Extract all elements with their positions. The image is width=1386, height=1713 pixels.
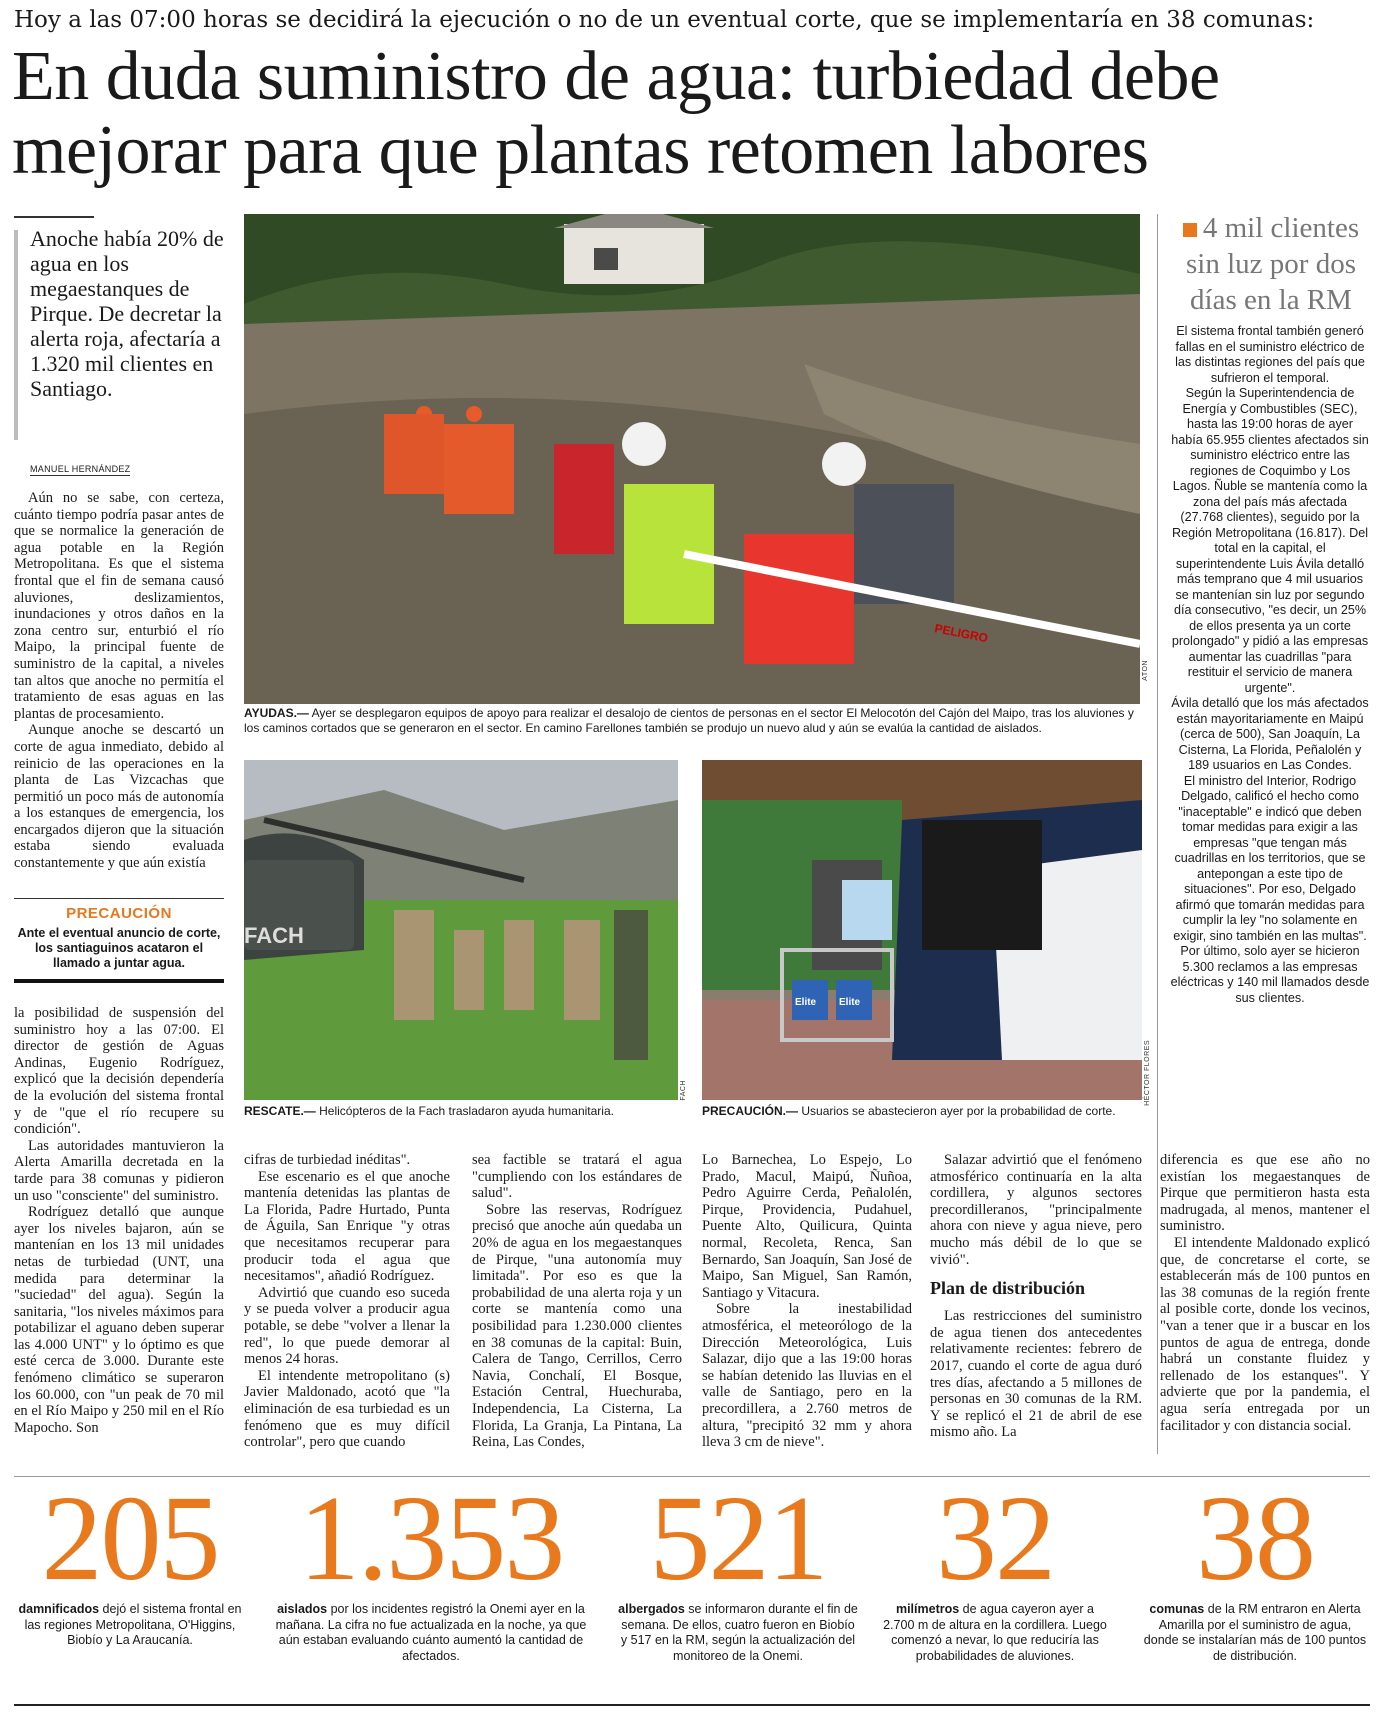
stat-description [618, 1602, 858, 1664]
stat-description [14, 1602, 246, 1649]
stat-number: 205 [41, 1471, 219, 1606]
stat-label: albergados [618, 1602, 685, 1616]
callout-text: Ante el eventual anuncio de corte, los santiaguinos acataron el llamado a juntar agua. [17, 926, 221, 970]
column-5 [930, 1152, 1142, 1441]
paragraph: Sobre la inestabilidad atmosférica, el meteorólogo de la Dirección Meteorológica, Luis Salazar, dijo que a las 19:00 horas se habían detenido las lluvias en el valle de Santiago, pero en la precordillera, a 2.760 metros de altura, "precipitó 32 mm y ahora lleva 3 cm de nieve". [702, 1301, 912, 1451]
stat-damnificados [14, 1471, 246, 1649]
main-photo-illustration [244, 214, 1140, 704]
stat-text: dejó el sistema frontal en las regiones Metropolitana, O'Higgins, Biobío y La Araucanía. [24, 1602, 242, 1647]
main-photo-rescue-team [244, 214, 1140, 704]
sidebar-title-text: 4 mil clientes sin luz por dos días en la RM [1186, 212, 1360, 316]
paragraph: Aunque anoche se descartó un corte de agua inmediato, debido al reinicio de las operaciones en la planta de Las Vizcachas que permitió un poco más de autonomía a los estanques de emergencia, los encargados dijeron que la situación estaba siendo evaluada constantemente y que aún existía [14, 722, 224, 872]
square-bullet-icon [1183, 223, 1197, 237]
subhead-distribution-plan: Plan de distribución [930, 1278, 1086, 1299]
photo-credit: HÉCTOR FLORES [1144, 1040, 1151, 1106]
caption-text: Helicópteros de la Fach trasladaron ayuda humanitaria. [315, 1104, 614, 1118]
paragraph: cifras de turbiedad inéditas". [244, 1152, 411, 1168]
stat-label: aislados [277, 1602, 328, 1616]
paragraph: la posibilidad de suspensión del suministro hoy a las 07:00. El director de gestión de Aguas Andinas, Eugenio Rodríguez, explicó que la decisión dependería de la evolución del sistema frontal y de "que el río recupere su condición". [14, 1005, 224, 1138]
stat-label: damnificados [18, 1602, 100, 1616]
stat-text: de agua cayeron ayer a 2.700 m de altura en la cordillera. Luego comenzó a nevar, lo que reduciría las probabilidades de aluviones. [883, 1602, 1107, 1663]
main-photo-caption [244, 706, 1140, 736]
lead-rule [14, 216, 94, 218]
paragraph: Advirtió que cuando eso suceda y se pueda volver a producir agua potable, se debe "volver a llenar la red", lo que puede demorar al menos 24 horas. [244, 1284, 450, 1368]
photo-credit: ATON [1142, 660, 1149, 681]
paragraph: Las restricciones del suministro de agua tienen dos antecedentes relativamente recientes: febrero de 2017, cuando el corte de agua duró tres días, afectando a 5 millones de personas en 30 comunas de la RM. Y se replicó el 21 de abril de ese mismo año. La [930, 1308, 1142, 1441]
stat-text: de la RM entraron en Alerta Amarilla por el suministro de agua, donde se instalarían más de 100 puntos de distribución. [1143, 1602, 1367, 1663]
sidebar-title [1166, 210, 1376, 318]
column-1-bottom [14, 1005, 224, 1436]
rescue-photo-illustration [244, 760, 678, 1100]
column-3 [472, 1152, 682, 1451]
stat-description [880, 1602, 1110, 1664]
warning-tape-text: PELIGRO [933, 621, 990, 646]
helicopter-marking-text: FACH [244, 923, 304, 948]
stat-label: comunas [1149, 1602, 1205, 1616]
stat-number: 521 [649, 1471, 827, 1606]
column-1-top [14, 490, 224, 872]
paragraph: Las autoridades mantuvieron la Alerta Amarilla decretada en la tarde para 38 comunas y pidieron un uso "consciente" del suministro. [14, 1137, 224, 1204]
kicker: Hoy a las 07:00 horas se decidirá la ejecución o no de un eventual corte, que se implementaría en 38 comunas: [14, 7, 1315, 33]
stat-number: 32 [936, 1471, 1054, 1606]
byline: MANUEL HERNÁNDEZ [30, 464, 131, 474]
paragraph: Salazar advirtió que el fenómeno atmosférico continuaría en la alta cordillera, y algunos sectores precordilleranos, "principalmente ahora con nieve y agua nieve, pero mucho más débil de lo que se vivió". [930, 1152, 1142, 1268]
paragraph: El intendente metropolitano (s) Javier Maldonado, acotó que "la eliminación de esa turbiedad es un fenómeno que es muy difícil controlar", pero que cuando [244, 1367, 450, 1451]
stat-description [266, 1602, 596, 1664]
caption-text: Usuarios se abastecieron ayer por la probabilidad de corte. [798, 1104, 1116, 1118]
stat-description [1140, 1602, 1370, 1664]
lead-summary: Anoche había 20% de agua en los megaestanques de Pirque. De decretar la alerta roja, afectaría a 1.320 mil clientes en Santiago. [30, 226, 224, 401]
stat-comunas [1140, 1471, 1370, 1664]
headline: En duda suministro de agua: turbiedad debe mejorar para que plantas retomen labores [12, 38, 1220, 189]
paragraph: Aún no se sabe, con certeza, cuánto tiempo podría pasar antes de que se normalice la generación de agua potable en la Región Metropolitana. Es que el sistema frontal que el fin de semana causó aluviones, deslizamientos, inundaciones y otros daños en la zona centro sur, enturbió el río Maipo, la principal fuente de suministro de la capital, a niveles tan altos que anoche no permitía el tratamiento de esas aguas en las plantas de procesamiento. [14, 490, 224, 722]
stat-text: se informaron durante el fin de semana. De ellos, cuatro fueron en Biobío y 517 en la RM, según la actualización del monitoreo de la Onemi. [620, 1602, 858, 1663]
lead-bar [14, 230, 18, 440]
column-6 [1160, 1152, 1370, 1434]
paragraph: El sistema frontal también generó fallas en el suministro eléctrico de las distintas regiones del país que sufrieron el temporal. [1175, 324, 1365, 385]
paragraph: Ese escenario es el que anoche mantenía detenidas las plantas de La Florida, Padre Hurtado, Punta de Águila, San Enrique "y otras que necesitamos recuperar para producir toda el agua que necesitamos", añadió Rodríguez. [244, 1168, 450, 1285]
stat-albergados [618, 1471, 858, 1664]
stat-text: por los incidentes registró la Onemi ayer en la mañana. La cifra no fue actualizada en la noche, ya que aún estaban evaluando cuánto aumentó la cantidad de afectados. [275, 1602, 587, 1663]
precaution-photo-illustration [702, 760, 1142, 1100]
paragraph: Según la Superintendencia de Energía y Combustibles (SEC), hasta las 19:00 horas de ayer había 65.955 clientes afectados sin suministro eléctrico entre las regiones de Coquimbo y Los Lagos. Ñuble se mantenía como la zona del país más afectada (27.768 clientes), seguido por la Región Metropolitana (16.817). Del total en la capital, el superintendente Luis Ávila detalló más temprano que 4 mil usuarios se mantenían sin luz por segundo día consecutivo, "es decir, un 25% de ellos presenta ya un corte prolongado" y pidió a las empresas aumentar las cuadrillas "para restituir el servicio de manera urgente". [1171, 386, 1369, 695]
caption-label: RESCATE.— [244, 1104, 316, 1118]
stat-number: 38 [1196, 1471, 1314, 1606]
sidebar-divider [1157, 214, 1158, 1454]
stat-label: milímetros [895, 1602, 960, 1616]
paragraph: Lo Barnechea, Lo Espejo, Lo Prado, Macul, Maipú, Ñuñoa, Pedro Aguirre Cerda, Peñalolén, Pirque, Providencia, Pudahuel, Puente Alto, Quilicura, Quinta normal, Recoleta, Renca, San Bernardo, San Joaquín, San José de Maipo, San Miguel, San Ramón, Santiago y Vitacura. [702, 1152, 912, 1301]
photo-credit: FACH [680, 1080, 687, 1101]
column-4 [702, 1152, 912, 1451]
paragraph: Sobre las reservas, Rodríguez precisó que anoche aún quedaba un 20% de agua en los megaestanques de Pirque, "una autonomía muy limitada". Por eso es que la probabilidad de una alerta roja y un corte se mantenía como una posibilidad para 1.230.000 clientes en 38 comunas de la capital: Buin, Calera de Tango, Cerrillos, Cerro Navia, Conchalí, El Bosque, Estación Central, Huechuraba, Independencia, La Cisterna, La Florida, La Granja, La Pintana, La Reina, Las Condes, [472, 1201, 682, 1451]
brand-text-2: Elite [839, 997, 861, 1008]
stat-milimetros [880, 1471, 1110, 1664]
brand-text-1: Elite [795, 997, 817, 1008]
callout-title: PRECAUCIÓN [66, 905, 172, 922]
precaution-photo-water [702, 760, 1142, 1100]
paragraph: El ministro del Interior, Rodrigo Delgado, calificó el hecho como "inaceptable" e indicó que deben tomar medidas para exigir a las empresas "que tengan más cuadrillas en los territorios, que se antepongan a este tipo de situaciones". Por eso, Delgado afirmó que tomarán medidas para cumplir la ley "no solamente en exigir, sino también en las multas". [1173, 773, 1367, 943]
stat-number: 1.353 [298, 1471, 564, 1606]
paragraph: Por último, solo ayer se hicieron 5.300 reclamos a las empresas eléctricas y 140 mil llamados desde sus clientes. [1170, 944, 1370, 1005]
column-2 [244, 1152, 450, 1451]
caption-label: AYUDAS.— [244, 706, 309, 720]
paragraph: El intendente Maldonado explicó que, de concretarse el corte, se establecerán más de 100 puntos en las 38 comunas de la región frente al posible corte, donde los vecinos, "van a tener que ir a buscar en los puntos de agua de entrega, donde habrá un constante fluidez y rellenado de los estanques". Y advierte que por la pandemia, el agua sería entregada por un facilitador y con distancia social. [1160, 1234, 1370, 1434]
caption-text: Ayer se desplegaron equipos de apoyo para realizar el desalojo de cientos de personas en el sector El Melocotón del Cajón del Maipo, tras los aluviones y los caminos cortados que se generaron en el sector. En camino Farellones también se produjo un nuevo alud y aún se evalúa la cantidad de aislados. [244, 706, 1134, 735]
precaution-callout [14, 898, 224, 983]
paragraph: Ávila detalló que los más afectados están mayoritariamente en Maipú (cerca de 500), San Joaquín, La Cisterna, La Florida, Peñalolén y 189 usuarios en Las Condes. [1171, 696, 1369, 772]
precaution-photo-caption [702, 1104, 1142, 1119]
rescue-photo-helicopter [244, 760, 678, 1100]
sidebar-body [1170, 324, 1370, 1006]
rescue-photo-caption [244, 1104, 678, 1119]
bottom-rule [14, 1704, 1370, 1706]
paragraph: sea factible se tratará el agua "cumpliendo con los estándares de salud". [472, 1152, 682, 1202]
stat-aislados [266, 1471, 596, 1664]
paragraph: diferencia es que ese año no existían los megaestanques de Pirque que permitieron hasta esta madrugada, al menos, mantener el suministro. [1160, 1152, 1370, 1235]
paragraph: Rodríguez detalló que aunque ayer los niveles bajaron, aún se mantenían en los 13 mil unidades netas de turbiedad (UNT, una medida para determinar la "suciedad" del agua). Según la sanitaria, "los niveles máximos para potabilizar el aguano deben superar las 4.000 UNT" y lo óptimo es que esté cerca de 3.000. Durante este fenómeno climático se superaron los 60.000, con "un peak de 70 mil en el Río Maipo y 250 mil en el Río Mapocho. Son [14, 1204, 224, 1436]
caption-label: PRECAUCIÓN.— [702, 1104, 799, 1118]
